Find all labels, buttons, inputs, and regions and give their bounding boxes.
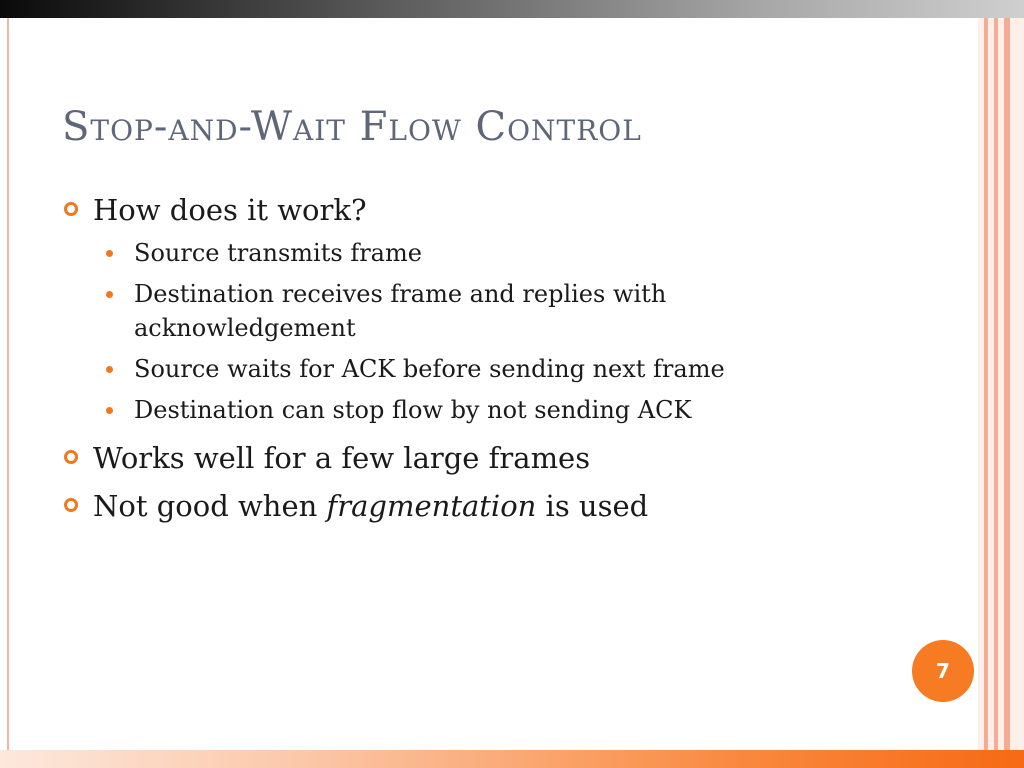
bullet-text: Works well for a few large frames <box>93 441 591 475</box>
emphasized-term: fragmentation <box>326 489 537 523</box>
bullet-text-end: is used <box>536 489 649 523</box>
page-number-badge: 7 <box>912 640 974 702</box>
slide-title: Stop-and-Wait Flow Control <box>62 104 642 150</box>
bullet-text <box>93 488 648 524</box>
orange-ring-bullet-icon <box>64 498 78 512</box>
right-stripe <box>994 18 998 768</box>
sub-bullet-text: Source transmits frame <box>134 239 422 267</box>
orange-ring-bullet-icon <box>64 202 78 216</box>
sub-bullet-text: Destination receives frame and replies with acknowledgement <box>134 280 667 342</box>
orange-dot-bullet-icon <box>106 366 113 373</box>
orange-ring-bullet-icon <box>64 450 78 464</box>
bullet-text-start: Not good when <box>93 489 327 523</box>
right-decorative-band <box>978 18 1024 768</box>
top-decorative-bar <box>0 0 1024 18</box>
left-border-rule <box>7 18 9 750</box>
bullet-text: How does it work? <box>93 193 367 227</box>
sub-bullet-text: Destination can stop flow by not sending ACK <box>134 396 692 424</box>
orange-dot-bullet-icon <box>106 250 113 257</box>
right-stripe <box>1004 18 1010 768</box>
orange-dot-bullet-icon <box>106 291 113 298</box>
bottom-decorative-bar <box>0 750 1024 768</box>
orange-dot-bullet-icon <box>106 407 113 414</box>
sub-bullet-text: Source waits for ACK before sending next frame <box>134 355 725 383</box>
right-stripe <box>984 18 988 768</box>
